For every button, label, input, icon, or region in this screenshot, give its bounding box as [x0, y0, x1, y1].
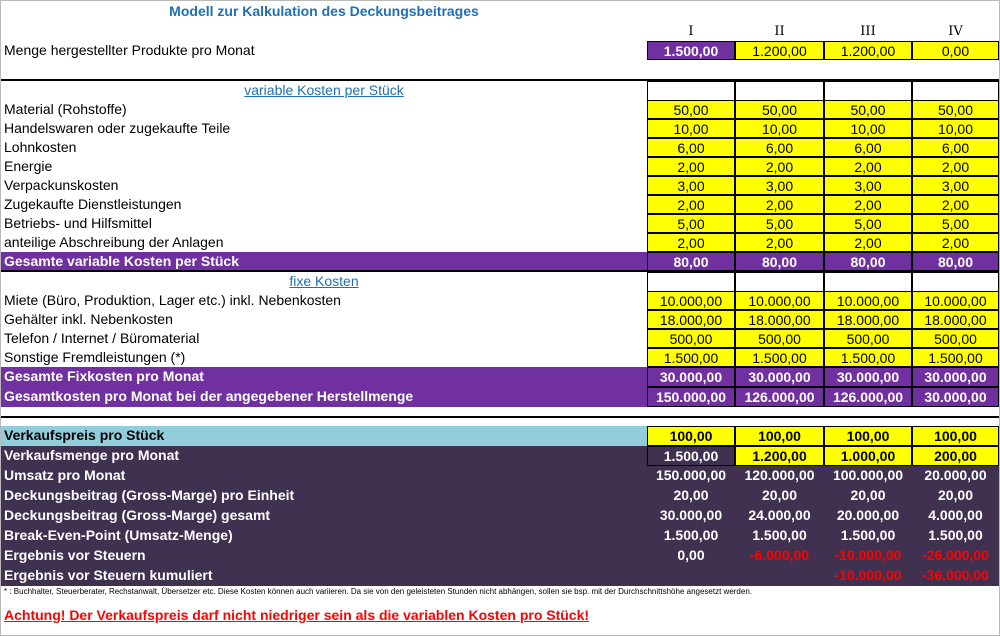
value-cell[interactable]: 100,00 [912, 426, 999, 446]
value-cell[interactable]: 3,00 [735, 176, 824, 195]
sales-row [1, 526, 999, 546]
column-header-4[interactable]: IV [948, 24, 963, 39]
value-cell[interactable]: 5,00 [912, 214, 999, 233]
value-cell[interactable]: 20.000,00 [924, 467, 987, 483]
value-cell[interactable]: 500,00 [824, 329, 912, 348]
value-cell[interactable]: 1.500,00 [663, 527, 719, 543]
value-cell[interactable]: 2,00 [912, 157, 999, 176]
value-cell[interactable]: 80,00 [647, 252, 735, 271]
value-cell[interactable]: -10.000,00 [834, 567, 902, 583]
row-label: Umsatz pro Monat [4, 467, 126, 483]
row-label: Lohnkosten [4, 139, 77, 155]
value-cell[interactable]: 3,00 [912, 176, 999, 195]
value-cell[interactable]: 100,00 [647, 426, 735, 446]
value-cell[interactable]: 6,00 [647, 138, 735, 157]
footnote: * : Buchhalter, Steuerberater, Rechstanwalt, Übersetzer etc. Diese Kosten können auch variieren. Da sie von den geleisteten Stunden nicht abhängen, sollen sie bsp. mit der Durchschnittshöhe angesetzt werden. [4, 587, 752, 596]
column-header-1[interactable]: I [688, 24, 694, 39]
value-cell[interactable]: 10.000,00 [912, 291, 999, 310]
variable-cost-row [1, 138, 999, 157]
variable-cost-row [1, 214, 999, 233]
value-cell[interactable]: 5,00 [647, 214, 735, 233]
value-cell[interactable]: 80,00 [824, 252, 912, 271]
value-cell[interactable]: -10.000,00 [834, 547, 902, 563]
quantity-row [1, 41, 999, 60]
row-label: Deckungsbeitrag (Gross-Marge) pro Einheit [4, 487, 295, 503]
empty-cell[interactable] [735, 272, 824, 291]
value-cell[interactable]: 18.000,00 [647, 310, 735, 329]
row-label: Betriebs- und Hilfsmittel [4, 215, 152, 231]
sales-price-row [1, 426, 999, 446]
empty-cell[interactable] [824, 81, 912, 100]
value-cell[interactable]: 10,00 [735, 119, 824, 138]
value-cell[interactable]: 126.000,00 [824, 387, 912, 407]
row-label: Verkaufsmenge pro Monat [4, 447, 180, 463]
value-cell[interactable]: 18.000,00 [735, 310, 824, 329]
value-cell[interactable]: 30.000,00 [912, 387, 999, 407]
value-cell[interactable]: 500,00 [735, 329, 824, 348]
value-cell[interactable]: 30.000,00 [647, 367, 735, 387]
row-label: Material (Rohstoffe) [4, 101, 127, 117]
variable-cost-row [1, 233, 999, 252]
row-label: Handelswaren oder zugekaufte Teile [4, 120, 231, 136]
variable-heading-row [1, 81, 999, 100]
row-label: Deckungsbeitrag (Gross-Marge) gesamt [4, 507, 271, 523]
value-cell[interactable]: 1.500,00 [752, 527, 807, 543]
value-cell[interactable]: 2,00 [824, 233, 912, 252]
row-label: Gehälter inkl. Nebenkosten [4, 311, 173, 327]
value-cell[interactable]: 3,00 [647, 176, 735, 195]
row-label: Sonstige Fremdleistungen (*) [4, 349, 186, 365]
row-label: Telefon / Internet / Büromaterial [4, 330, 200, 346]
value-cell[interactable]: 18.000,00 [824, 310, 912, 329]
value-cell[interactable]: 2,00 [824, 157, 912, 176]
footnote-row [1, 586, 999, 600]
value-cell[interactable]: 1.500,00 [824, 348, 912, 367]
sales-row [1, 546, 999, 566]
value-cell[interactable] [735, 566, 824, 586]
value-cell[interactable]: 10.000,00 [647, 291, 735, 310]
empty-cell[interactable] [735, 81, 824, 100]
value-cell[interactable]: -36.000,00 [922, 567, 989, 583]
value-cell[interactable]: 50,00 [824, 100, 912, 119]
value-cell[interactable]: 126.000,00 [735, 387, 824, 407]
column-header-2[interactable]: II [774, 24, 785, 39]
row-label: Miete (Büro, Produktion, Lager etc.) inkl. Nebenkosten [4, 292, 341, 308]
column-header-row [1, 22, 999, 41]
value-cell[interactable]: 30.000,00 [735, 367, 824, 387]
value-cell[interactable]: 5,00 [824, 214, 912, 233]
value-cell[interactable]: 2,00 [735, 157, 824, 176]
sheet-title: Modell zur Kalkulation des Deckungsbeitrages [169, 3, 479, 19]
value-cell[interactable]: 1.200,00 [824, 41, 912, 60]
value-cell[interactable]: 10.000,00 [735, 291, 824, 310]
value-cell[interactable]: 100.000,00 [832, 467, 904, 483]
value-cell[interactable]: 1.500,00 [647, 446, 735, 466]
row-label: Gesamte variable Kosten per Stück [4, 253, 239, 269]
sales-row [1, 446, 999, 466]
row-label: Verkaufspreis pro Stück [1, 426, 647, 446]
sales-row [1, 466, 999, 486]
value-cell[interactable]: 80,00 [735, 252, 824, 271]
value-cell[interactable]: 50,00 [735, 100, 824, 119]
row-label: Gesamtkosten pro Monat bei der angegebener Herstellmenge [4, 388, 414, 404]
value-cell[interactable]: 150.000,00 [655, 467, 727, 483]
value-cell[interactable]: 30.000,00 [912, 367, 999, 387]
fixed-costs-heading: fixe Kosten [289, 273, 359, 289]
value-cell[interactable]: 2,00 [647, 157, 735, 176]
row-label: Verpackunskosten [4, 177, 119, 193]
value-cell[interactable]: 3,00 [824, 176, 912, 195]
value-cell[interactable]: 2,00 [647, 195, 735, 214]
value-cell[interactable]: 50,00 [647, 100, 735, 119]
sales-row [1, 566, 999, 586]
value-cell[interactable]: 30.000,00 [824, 367, 912, 387]
warning-text: Achtung! Der Verkaufspreis darf nicht niedriger sein als die variablen Kosten pro Stück! [4, 607, 590, 623]
value-cell[interactable]: 0,00 [912, 41, 999, 60]
variable-costs-heading: variable Kosten per Stück [244, 82, 404, 98]
value-cell[interactable]: 10.000,00 [824, 291, 912, 310]
value-cell[interactable]: 80,00 [912, 252, 999, 271]
row-label: Ergebnis vor Steuern kumuliert [4, 567, 213, 583]
value-cell[interactable]: 1.200,00 [735, 446, 824, 466]
value-cell[interactable]: 5,00 [735, 214, 824, 233]
warning-row [1, 604, 999, 626]
column-header-3[interactable]: III [860, 24, 876, 39]
value-cell[interactable]: 1.200,00 [735, 41, 824, 60]
value-cell[interactable]: 20,00 [937, 487, 974, 503]
row-label: Break-Even-Point (Umsatz-Menge) [4, 527, 233, 543]
fixed-cost-row [1, 291, 999, 310]
row-label: Menge hergestellter Produkte pro Monat [4, 42, 255, 58]
row-label: Energie [4, 158, 53, 174]
value-cell[interactable]: 1.000,00 [824, 446, 912, 466]
value-cell[interactable]: 20,00 [673, 487, 709, 503]
section-divider [1, 416, 999, 418]
variable-cost-row [1, 119, 999, 138]
value-cell[interactable]: 6,00 [824, 138, 912, 157]
variable-cost-row [1, 176, 999, 195]
grand-total-row [1, 387, 999, 407]
empty-cell[interactable] [824, 272, 912, 291]
value-cell[interactable]: 1.500,00 [647, 41, 735, 60]
title-row [1, 1, 999, 22]
value-cell[interactable]: 2,00 [735, 233, 824, 252]
variable-cost-row [1, 100, 999, 119]
fixed-total-row [1, 367, 999, 387]
sales-row [1, 506, 999, 526]
value-cell[interactable]: 24.000,00 [748, 507, 811, 523]
value-cell[interactable]: 10,00 [912, 119, 999, 138]
value-cell[interactable]: 50,00 [912, 100, 999, 119]
value-cell[interactable]: 2,00 [824, 195, 912, 214]
value-cell[interactable]: -6.000,00 [749, 547, 810, 563]
sales-row [1, 486, 999, 506]
variable-cost-row [1, 157, 999, 176]
value-cell[interactable]: 10,00 [824, 119, 912, 138]
row-label: Zugekaufte Dienstleistungen [4, 196, 182, 212]
value-cell[interactable]: 20.000,00 [836, 507, 900, 523]
value-cell[interactable]: 18.000,00 [912, 310, 999, 329]
value-cell[interactable]: 2,00 [912, 233, 999, 252]
value-cell[interactable]: 1.500,00 [840, 527, 896, 543]
value-cell[interactable]: 6,00 [912, 138, 999, 157]
value-cell[interactable]: 20,00 [761, 487, 798, 503]
empty-cell[interactable] [647, 272, 735, 291]
row-label: anteilige Abschreibung der Anlagen [4, 234, 224, 250]
value-cell[interactable]: 100,00 [735, 426, 824, 446]
value-cell[interactable]: 1.500,00 [735, 348, 824, 367]
row-label: Ergebnis vor Steuern [4, 547, 146, 563]
fixed-cost-row [1, 348, 999, 367]
value-cell[interactable]: 2,00 [647, 233, 735, 252]
value-cell[interactable]: 30.000,00 [659, 507, 723, 523]
fixed-cost-row [1, 310, 999, 329]
value-cell[interactable]: 1.500,00 [928, 527, 983, 543]
variable-total-row [1, 252, 999, 271]
value-cell[interactable]: 200,00 [912, 446, 999, 466]
value-cell[interactable]: 4.000,00 [928, 507, 983, 523]
value-cell[interactable]: -26.000,00 [922, 547, 989, 563]
variable-cost-row [1, 195, 999, 214]
value-cell[interactable]: 20,00 [850, 487, 886, 503]
value-cell[interactable]: 0,00 [677, 547, 705, 563]
value-cell[interactable]: 10,00 [647, 119, 735, 138]
value-cell[interactable]: 500,00 [647, 329, 735, 348]
row-label: Gesamte Fixkosten pro Monat [4, 368, 204, 384]
empty-cell[interactable] [647, 81, 735, 100]
value-cell[interactable]: 2,00 [735, 195, 824, 214]
value-cell[interactable]: 6,00 [735, 138, 824, 157]
value-cell[interactable]: 1.500,00 [912, 348, 999, 367]
fixed-heading-row [1, 272, 999, 291]
empty-cell[interactable] [912, 272, 999, 291]
value-cell[interactable]: 120.000,00 [744, 467, 815, 483]
value-cell[interactable]: 150.000,00 [647, 387, 735, 407]
value-cell[interactable]: 1.500,00 [647, 348, 735, 367]
value-cell[interactable]: 2,00 [912, 195, 999, 214]
value-cell[interactable]: 100,00 [824, 426, 912, 446]
value-cell[interactable] [647, 566, 735, 586]
value-cell[interactable]: 500,00 [912, 329, 999, 348]
empty-cell[interactable] [912, 81, 999, 100]
fixed-cost-row [1, 329, 999, 348]
